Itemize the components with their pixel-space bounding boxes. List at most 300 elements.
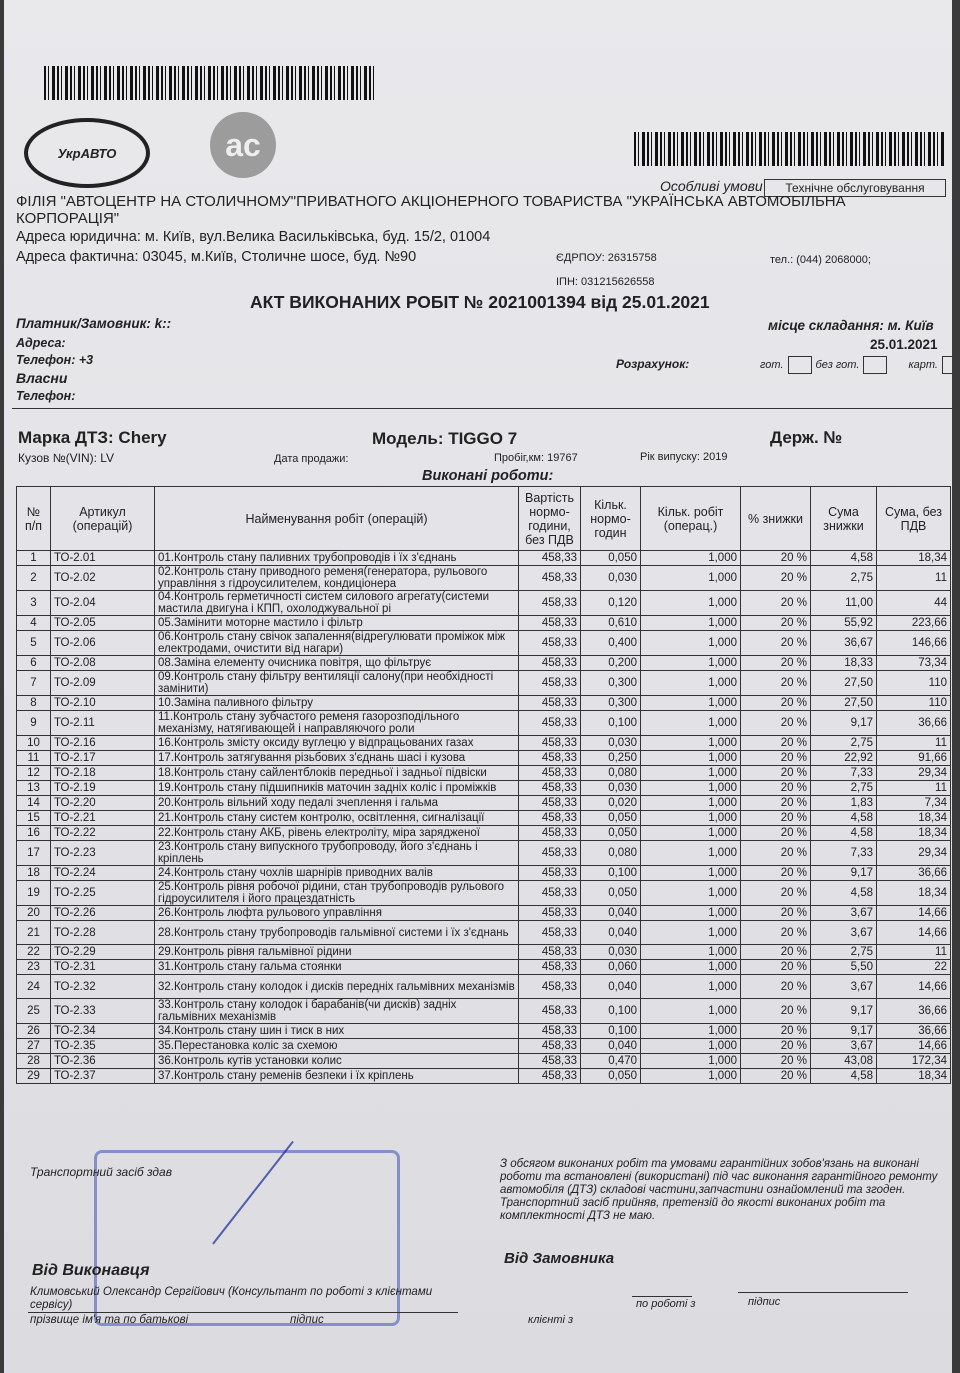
row-quantity: 1,000 xyxy=(641,711,741,736)
org-name-line1: ФІЛІЯ "АВТОЦЕНТР НА СТОЛИЧНОМУ"ПРИВАТНОГО АКЦІОНЕРНОГО ТОВАРИСТВА "УКРАЇНСЬКА АВТОМОБІЛЬНА xyxy=(16,193,846,210)
executor-name: Климовський Олександр Сергійович (Консультант по роботі з клієнтами сервісу) xyxy=(30,1286,433,1311)
row-hour-rate: 458,33 xyxy=(519,566,581,591)
row-hour-rate: 458,33 xyxy=(519,826,581,841)
row-hour-rate: 458,33 xyxy=(519,1024,581,1039)
header-quantity: Кільк. робіт (операц.) xyxy=(641,487,741,551)
customer-line-1 xyxy=(632,1296,692,1297)
row-discount-sum: 4,58 xyxy=(811,811,877,826)
row-number: 16 xyxy=(17,826,51,841)
vehicle-plate: Держ. № xyxy=(770,428,843,447)
row-total: 11 xyxy=(877,945,951,960)
table-row xyxy=(17,736,951,751)
row-discount-sum: 9,17 xyxy=(811,711,877,736)
row-quantity: 1,000 xyxy=(641,866,741,881)
customer-caption-2: клієнті з xyxy=(528,1314,574,1326)
row-discount-percent: 20 % xyxy=(741,696,811,711)
row-discount-percent: 20 % xyxy=(741,1054,811,1069)
row-total: 223,66 xyxy=(877,616,951,631)
legal-address: Адреса юридична: м. Київ, вул.Велика Васильківська, буд. 15/2, 01004 xyxy=(16,229,491,245)
row-number: 2 xyxy=(17,566,51,591)
row-discount-sum: 4,58 xyxy=(811,826,877,841)
row-hours: 0,030 xyxy=(581,781,641,796)
row-discount-sum: 7,33 xyxy=(811,766,877,781)
row-hour-rate: 458,33 xyxy=(519,671,581,696)
works-table xyxy=(16,486,951,1084)
row-work-name: 11.Контроль стану зубчастого ременя газорозподільного механізму, натягивающей і направляючого роли xyxy=(155,711,519,736)
customer-caption-1: по роботі з xyxy=(636,1298,696,1310)
row-discount-sum: 9,17 xyxy=(811,1024,877,1039)
owner: Власни xyxy=(16,370,68,386)
row-number: 9 xyxy=(17,711,51,736)
row-quantity: 1,000 xyxy=(641,631,741,656)
vehicle-model: Модель: TIGGO 7 xyxy=(372,429,518,448)
barcode-right xyxy=(634,132,946,166)
row-number: 10 xyxy=(17,736,51,751)
row-article: ТО-2.23 xyxy=(51,841,155,866)
row-article: ТО-2.02 xyxy=(51,566,155,591)
row-discount-percent: 20 % xyxy=(741,881,811,906)
warranty-disclaimer: З обсягом виконаних робіт та умовами гарантійних зобов'язань на виконані роботи та встановлені (використані) під час виконання гарантійного ремонту автомобіля (ДТЗ) складові частини,запчастини ознайомлений та згоден. Транспортний засіб прийняв, претензій до якості виконаних робіт та комплектності ДТЗ не маю. xyxy=(500,1158,938,1222)
pay-cash-label: гот. xyxy=(760,358,784,371)
row-discount-sum: 11,00 xyxy=(811,591,877,616)
row-discount-percent: 20 % xyxy=(741,591,811,616)
row-article: ТО-2.16 xyxy=(51,736,155,751)
pay-card-checkbox[interactable] xyxy=(942,356,952,374)
table-row xyxy=(17,671,951,696)
header-discount-sum: Сума знижки xyxy=(811,487,877,551)
row-quantity: 1,000 xyxy=(641,566,741,591)
table-row xyxy=(17,866,951,881)
row-work-name: 08.Заміна елементу очисника повітря, що фільтрує xyxy=(155,656,519,671)
header-hour-rate: Вартість нормо-години, без ПДВ xyxy=(519,487,581,551)
row-number: 11 xyxy=(17,751,51,766)
table-row xyxy=(17,766,951,781)
row-article: ТО-2.05 xyxy=(51,616,155,631)
row-number: 12 xyxy=(17,766,51,781)
row-number: 13 xyxy=(17,781,51,796)
row-discount-percent: 20 % xyxy=(741,1024,811,1039)
row-number: 14 xyxy=(17,796,51,811)
row-discount-percent: 20 % xyxy=(741,975,811,999)
row-hours: 0,050 xyxy=(581,811,641,826)
pay-card-label: карт. xyxy=(908,358,938,371)
table-row xyxy=(17,945,951,960)
row-total: 110 xyxy=(877,671,951,696)
row-total: 7,34 xyxy=(877,796,951,811)
row-number: 4 xyxy=(17,616,51,631)
row-quantity: 1,000 xyxy=(641,591,741,616)
row-article: ТО-2.11 xyxy=(51,711,155,736)
table-header-row xyxy=(17,487,951,551)
works-title: Виконані роботи: xyxy=(422,468,554,484)
issue-date: 25.01.2021 xyxy=(870,337,938,352)
row-hours: 0,040 xyxy=(581,906,641,921)
row-discount-sum: 27,50 xyxy=(811,671,877,696)
vehicle-vin: Кузов №(VIN): LV xyxy=(18,451,115,465)
row-quantity: 1,000 xyxy=(641,906,741,921)
act-title: АКТ ВИКОНАНИХ РОБІТ № 2021001394 від 25.01.2021 xyxy=(250,292,710,312)
from-executor-label: Від Виконавця xyxy=(32,1262,150,1279)
special-conditions-label: Особливі умови xyxy=(660,178,763,194)
payment-options xyxy=(760,356,952,374)
row-quantity: 1,000 xyxy=(641,975,741,999)
row-discount-sum: 2,75 xyxy=(811,736,877,751)
row-total: 146,66 xyxy=(877,631,951,656)
row-number: 29 xyxy=(17,1069,51,1084)
row-number: 28 xyxy=(17,1054,51,1069)
table-row xyxy=(17,921,951,945)
row-discount-percent: 20 % xyxy=(741,960,811,975)
header-article: Артикул (операцій) xyxy=(51,487,155,551)
table-row xyxy=(17,1024,951,1039)
row-hours: 0,030 xyxy=(581,736,641,751)
row-discount-percent: 20 % xyxy=(741,841,811,866)
row-discount-sum: 9,17 xyxy=(811,866,877,881)
row-article: ТО-2.37 xyxy=(51,1069,155,1084)
payment-label: Розрахунок: xyxy=(616,357,690,371)
table-row xyxy=(17,566,951,591)
row-work-name: 22.Контроль стану АКБ, рівень електроліту, міра зарядженої xyxy=(155,826,519,841)
row-hours: 0,300 xyxy=(581,696,641,711)
row-hour-rate: 458,33 xyxy=(519,1054,581,1069)
address-label: Адреса: xyxy=(16,336,66,350)
row-discount-sum: 43,08 xyxy=(811,1054,877,1069)
row-number: 19 xyxy=(17,881,51,906)
row-article: ТО-2.04 xyxy=(51,591,155,616)
row-discount-percent: 20 % xyxy=(741,906,811,921)
row-hour-rate: 458,33 xyxy=(519,921,581,945)
row-article: ТО-2.01 xyxy=(51,551,155,566)
row-hours: 0,100 xyxy=(581,711,641,736)
row-hours: 0,400 xyxy=(581,631,641,656)
document-page xyxy=(4,0,952,1373)
row-discount-percent: 20 % xyxy=(741,736,811,751)
row-hour-rate: 458,33 xyxy=(519,796,581,811)
row-article: ТО-2.32 xyxy=(51,975,155,999)
row-discount-percent: 20 % xyxy=(741,616,811,631)
row-hours: 0,030 xyxy=(581,566,641,591)
table-row xyxy=(17,1069,951,1084)
actual-address: Адреса фактична: 03045, м.Київ, Столичне шосе, буд. №90 xyxy=(16,249,417,265)
row-quantity: 1,000 xyxy=(641,1039,741,1054)
row-work-name: 19.Контроль стану підшипників маточин задніх коліс і проміжків xyxy=(155,781,519,796)
row-discount-percent: 20 % xyxy=(741,671,811,696)
barcode-top xyxy=(44,66,374,100)
row-hour-rate: 458,33 xyxy=(519,960,581,975)
row-discount-percent: 20 % xyxy=(741,945,811,960)
row-hour-rate: 458,33 xyxy=(519,711,581,736)
row-work-name: 36.Контроль кутів установки колис xyxy=(155,1054,519,1069)
pay-cash-checkbox[interactable] xyxy=(788,356,812,374)
row-total: 18,34 xyxy=(877,826,951,841)
row-number: 25 xyxy=(17,999,51,1024)
row-work-name: 24.Контроль стану чохлів шарнірів приводних валів xyxy=(155,866,519,881)
row-discount-percent: 20 % xyxy=(741,826,811,841)
phone-2: Телефон: xyxy=(16,389,76,403)
row-hours: 0,040 xyxy=(581,1039,641,1054)
row-quantity: 1,000 xyxy=(641,960,741,975)
from-customer-label: Від Замовника xyxy=(504,1250,615,1267)
table-row xyxy=(17,975,951,999)
row-hour-rate: 458,33 xyxy=(519,1069,581,1084)
table-row xyxy=(17,551,951,566)
row-hour-rate: 458,33 xyxy=(519,999,581,1024)
row-discount-percent: 20 % xyxy=(741,656,811,671)
row-discount-sum: 9,17 xyxy=(811,999,877,1024)
row-article: ТО-2.33 xyxy=(51,999,155,1024)
org-name-line2: КОРПОРАЦІЯ" xyxy=(16,210,120,227)
name-caption: прізвище ім'я та по батькові xyxy=(30,1314,189,1326)
row-hours: 0,300 xyxy=(581,671,641,696)
table-row xyxy=(17,751,951,766)
row-work-name: 35.Перестановка коліс за схемою xyxy=(155,1039,519,1054)
row-hours: 0,080 xyxy=(581,766,641,781)
row-work-name: 10.Заміна паливного фільтру xyxy=(155,696,519,711)
row-total: 44 xyxy=(877,591,951,616)
table-row xyxy=(17,591,951,616)
table-row xyxy=(17,826,951,841)
ipn: ІПН: 031215626558 xyxy=(556,276,655,288)
row-discount-sum: 2,75 xyxy=(811,566,877,591)
row-article: ТО-2.24 xyxy=(51,866,155,881)
row-number: 27 xyxy=(17,1039,51,1054)
row-discount-percent: 20 % xyxy=(741,1039,811,1054)
row-quantity: 1,000 xyxy=(641,1069,741,1084)
row-discount-percent: 20 % xyxy=(741,796,811,811)
row-hour-rate: 458,33 xyxy=(519,591,581,616)
table-row xyxy=(17,616,951,631)
row-work-name: 06.Контроль стану свічок запалення(відрегулювати проміжок між електродами, очистити від нагари) xyxy=(155,631,519,656)
mileage: Пробіг,км: 19767 xyxy=(494,452,578,464)
row-work-name: 32.Контроль стану колодок і дисків передніх гальмівних механізмів xyxy=(155,975,519,999)
row-total: 14,66 xyxy=(877,906,951,921)
row-discount-sum: 3,67 xyxy=(811,975,877,999)
table-row xyxy=(17,881,951,906)
row-quantity: 1,000 xyxy=(641,656,741,671)
row-total: 29,34 xyxy=(877,766,951,781)
row-total: 18,34 xyxy=(877,1069,951,1084)
row-quantity: 1,000 xyxy=(641,921,741,945)
row-hour-rate: 458,33 xyxy=(519,736,581,751)
row-total: 11 xyxy=(877,781,951,796)
row-discount-sum: 3,67 xyxy=(811,921,877,945)
table-row xyxy=(17,811,951,826)
row-work-name: 33.Контроль стану колодок і барабанів(чи дисків) задніх гальмівних механізмів xyxy=(155,999,519,1024)
table-row xyxy=(17,656,951,671)
row-discount-sum: 4,58 xyxy=(811,881,877,906)
row-work-name: 20.Контроль вільний ходу педалі зчеплення і гальма xyxy=(155,796,519,811)
row-work-name: 04.Контроль герметичності систем силового агрегату(системи мастила двигуна і КПП, охолоджувальної рі xyxy=(155,591,519,616)
row-number: 21 xyxy=(17,921,51,945)
row-number: 20 xyxy=(17,906,51,921)
row-work-name: 17.Контроль затягування різьбових з'єднань шасі і кузова xyxy=(155,751,519,766)
row-discount-percent: 20 % xyxy=(741,766,811,781)
row-quantity: 1,000 xyxy=(641,999,741,1024)
table-row xyxy=(17,1039,951,1054)
row-work-name: 23.Контроль стану випускного трубопроводу, його з'єднань і кріплень xyxy=(155,841,519,866)
row-number: 7 xyxy=(17,671,51,696)
row-hour-rate: 458,33 xyxy=(519,656,581,671)
executor-signature-caption: підпис xyxy=(290,1314,324,1326)
table-row xyxy=(17,696,951,711)
table-row xyxy=(17,841,951,866)
row-number: 22 xyxy=(17,945,51,960)
row-article: ТО-2.10 xyxy=(51,696,155,711)
divider xyxy=(12,408,952,409)
row-number: 24 xyxy=(17,975,51,999)
phone-number: тел.: (044) 2068000; xyxy=(770,254,871,266)
pay-noncash-checkbox[interactable] xyxy=(863,356,887,374)
row-hours: 0,050 xyxy=(581,881,641,906)
row-hours: 0,100 xyxy=(581,866,641,881)
row-quantity: 1,000 xyxy=(641,811,741,826)
row-discount-sum: 7,33 xyxy=(811,841,877,866)
row-number: 6 xyxy=(17,656,51,671)
row-hours: 0,060 xyxy=(581,960,641,975)
row-quantity: 1,000 xyxy=(641,766,741,781)
handed-over-label: Транспортний засіб здав xyxy=(30,1165,172,1179)
row-discount-percent: 20 % xyxy=(741,999,811,1024)
phone-1: Телефон: +3 xyxy=(16,353,94,367)
row-hours: 0,040 xyxy=(581,921,641,945)
row-number: 1 xyxy=(17,551,51,566)
row-quantity: 1,000 xyxy=(641,671,741,696)
row-number: 26 xyxy=(17,1024,51,1039)
row-discount-sum: 55,92 xyxy=(811,616,877,631)
row-discount-percent: 20 % xyxy=(741,921,811,945)
row-hour-rate: 458,33 xyxy=(519,906,581,921)
row-hour-rate: 458,33 xyxy=(519,811,581,826)
row-article: ТО-2.21 xyxy=(51,811,155,826)
row-discount-sum: 5,50 xyxy=(811,960,877,975)
row-discount-sum: 3,67 xyxy=(811,906,877,921)
row-hours: 0,040 xyxy=(581,975,641,999)
row-work-name: 28.Контроль стану трубопроводів гальмівної системи і їх з'єднань xyxy=(155,921,519,945)
row-hour-rate: 458,33 xyxy=(519,866,581,881)
row-number: 15 xyxy=(17,811,51,826)
row-article: ТО-2.20 xyxy=(51,796,155,811)
row-quantity: 1,000 xyxy=(641,826,741,841)
row-quantity: 1,000 xyxy=(641,736,741,751)
row-total: 18,34 xyxy=(877,881,951,906)
special-conditions-value: Технічне обслуговування xyxy=(764,179,946,197)
row-total: 14,66 xyxy=(877,921,951,945)
row-number: 3 xyxy=(17,591,51,616)
header-work-name: Найменування робіт (операцій) xyxy=(155,487,519,551)
row-article: ТО-2.29 xyxy=(51,945,155,960)
row-total: 14,66 xyxy=(877,975,951,999)
edrpou: ЄДРПОУ: 26315758 xyxy=(556,252,657,264)
row-hour-rate: 458,33 xyxy=(519,766,581,781)
sale-date: Дата продажи: xyxy=(274,453,349,465)
row-hours: 0,100 xyxy=(581,999,641,1024)
row-article: ТО-2.36 xyxy=(51,1054,155,1069)
row-article: ТО-2.25 xyxy=(51,881,155,906)
row-hour-rate: 458,33 xyxy=(519,781,581,796)
row-hours: 0,200 xyxy=(581,656,641,671)
pay-noncash-label: без гот. xyxy=(815,358,860,371)
vehicle-brand: Марка ДТЗ: Chery xyxy=(18,428,167,447)
row-discount-percent: 20 % xyxy=(741,866,811,881)
row-work-name: 05.Замінити моторне мастило і фільтр xyxy=(155,616,519,631)
row-hours: 0,470 xyxy=(581,1054,641,1069)
row-article: ТО-2.22 xyxy=(51,826,155,841)
row-total: 29,34 xyxy=(877,841,951,866)
table-row xyxy=(17,781,951,796)
row-discount-percent: 20 % xyxy=(741,811,811,826)
row-discount-percent: 20 % xyxy=(741,566,811,591)
row-hours: 0,020 xyxy=(581,796,641,811)
row-work-name: 37.Контроль стану ременів безпеки і їх кріплень xyxy=(155,1069,519,1084)
table-row xyxy=(17,999,951,1024)
table-row xyxy=(17,960,951,975)
row-discount-percent: 20 % xyxy=(741,711,811,736)
row-work-name: 01.Контроль стану паливних трубопроводів і їх з'єднань xyxy=(155,551,519,566)
row-discount-sum: 3,67 xyxy=(811,1039,877,1054)
row-total: 18,34 xyxy=(877,811,951,826)
row-hour-rate: 458,33 xyxy=(519,551,581,566)
ac-logo: ac xyxy=(210,112,276,178)
row-quantity: 1,000 xyxy=(641,796,741,811)
row-number: 8 xyxy=(17,696,51,711)
row-quantity: 1,000 xyxy=(641,945,741,960)
row-number: 23 xyxy=(17,960,51,975)
row-quantity: 1,000 xyxy=(641,551,741,566)
manufacture-year: Рік випуску: 2019 xyxy=(640,451,728,463)
row-hours: 0,050 xyxy=(581,826,641,841)
row-discount-sum: 4,58 xyxy=(811,551,877,566)
row-article: ТО-2.34 xyxy=(51,1024,155,1039)
row-work-name: 25.Контроль рівня робочої рідини, стан трубопроводів рульового гідроусилителя і його працездатність xyxy=(155,881,519,906)
row-number: 5 xyxy=(17,631,51,656)
customer-signature-caption: підпис xyxy=(748,1296,781,1308)
row-article: ТО-2.18 xyxy=(51,766,155,781)
row-hour-rate: 458,33 xyxy=(519,881,581,906)
row-number: 17 xyxy=(17,841,51,866)
row-work-name: 16.Контроль змісту оксиду вуглецю у відпрацьованих газах xyxy=(155,736,519,751)
row-quantity: 1,000 xyxy=(641,1054,741,1069)
row-discount-percent: 20 % xyxy=(741,781,811,796)
row-total: 14,66 xyxy=(877,1039,951,1054)
row-work-name: 29.Контроль рівня гальмівної рідини xyxy=(155,945,519,960)
row-hour-rate: 458,33 xyxy=(519,631,581,656)
row-hour-rate: 458,33 xyxy=(519,975,581,999)
table-row xyxy=(17,906,951,921)
row-quantity: 1,000 xyxy=(641,781,741,796)
row-hours: 0,080 xyxy=(581,841,641,866)
customer-signature-line xyxy=(738,1292,908,1293)
row-hour-rate: 458,33 xyxy=(519,751,581,766)
row-total: 91,66 xyxy=(877,751,951,766)
row-hours: 0,100 xyxy=(581,1024,641,1039)
row-quantity: 1,000 xyxy=(641,1024,741,1039)
row-article: ТО-2.09 xyxy=(51,671,155,696)
row-hours: 0,120 xyxy=(581,591,641,616)
row-article: ТО-2.26 xyxy=(51,906,155,921)
row-total: 172,34 xyxy=(877,1054,951,1069)
table-row xyxy=(17,711,951,736)
row-hours: 0,030 xyxy=(581,945,641,960)
row-discount-sum: 27,50 xyxy=(811,696,877,711)
row-article: ТО-2.06 xyxy=(51,631,155,656)
row-discount-sum: 4,58 xyxy=(811,1069,877,1084)
row-article: ТО-2.19 xyxy=(51,781,155,796)
row-discount-sum: 22,92 xyxy=(811,751,877,766)
row-hour-rate: 458,33 xyxy=(519,696,581,711)
row-work-name: 21.Контроль стану систем контролю, освітлення, сигналізації xyxy=(155,811,519,826)
row-article: ТО-2.31 xyxy=(51,960,155,975)
row-discount-sum: 2,75 xyxy=(811,781,877,796)
